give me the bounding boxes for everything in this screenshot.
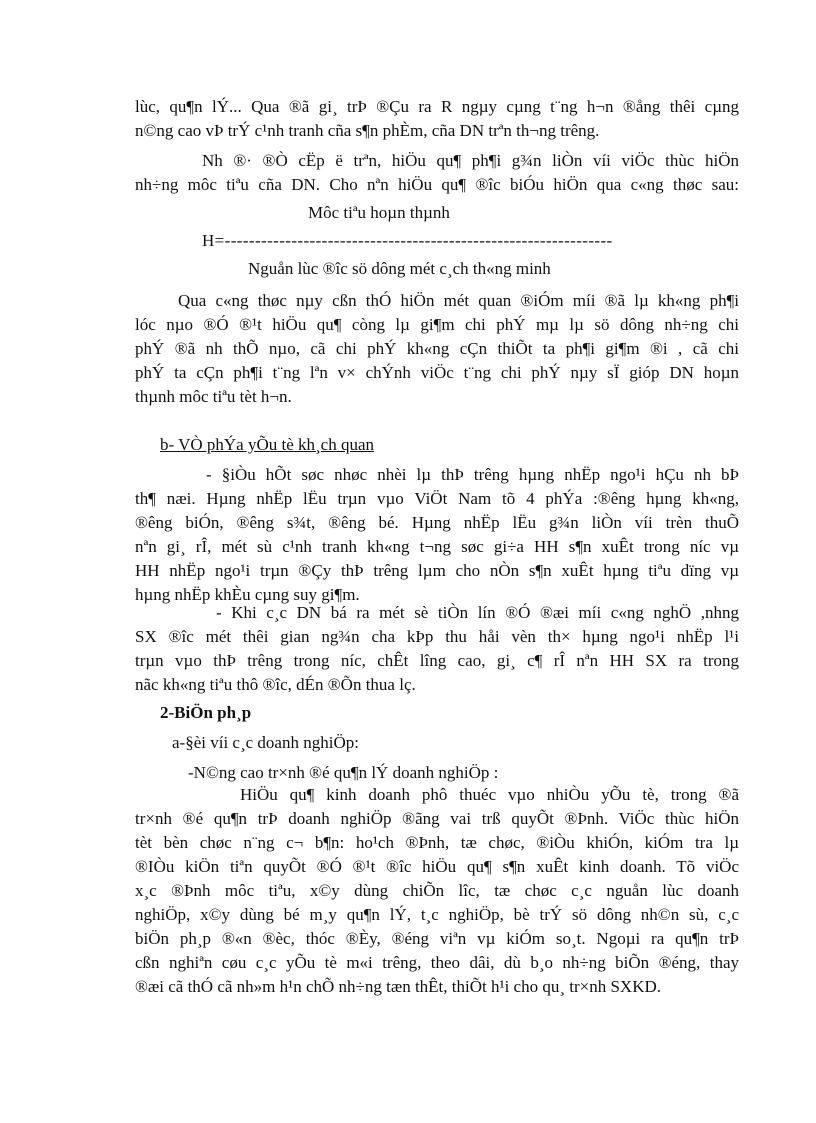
text-line: phÝ ta cÇn ph¶i t¨ng lªn v× chÝnh viÖc t¨ng chi phÝ nµy sÏ gióp DN hoµn <box>135 363 739 382</box>
text-line: cßn nghiªn cøu c¸c yÕu tè m«i trêng, theo dâi, dù b¸o nh÷ng biÕn ®éng, thay <box>135 953 739 972</box>
text-line: ®IÒu kiÖn tiªn quyÕt ®Ó ®¹t ®îc hiÖu qu¶ s¶n xuÊt kinh doanh. Tõ viÖc <box>135 857 739 876</box>
text-line: lùc, qu¶n lÝ... Qua ®ã gi¸ trÞ ®Çu ra R ngµy cµng t¨ng h¬n ®ång thêi cµng <box>135 97 739 116</box>
text-line: hµng nhËp khÈu cµng suy gi¶m. <box>135 585 360 604</box>
text-line: Qua c«ng thøc nµy cßn thÓ hiÖn mét quan ®iÓm míi ®ã lµ kh«ng ph¶i <box>178 291 739 310</box>
text-line: trµn vµo thÞ trêng trong níc, chÊt lîng cao, gi¸ c¶ rÎ nªn HH SX ra trong <box>135 651 739 670</box>
subsection-heading: a-§èi víi c¸c doanh nghiÖp: <box>172 733 359 752</box>
text-line: phÝ ®ã nh thÕ nµo, cã chi phÝ kh«ng cÇn thiÕt ta ph¶i gi¶m ®i , cã chi <box>135 339 739 358</box>
text-line: - §iÒu hÕt søc nhøc nhèi lµ thÞ trêng hµng nhËp ngo¹i hÇu nh bÞ <box>206 465 739 484</box>
text-line: nghiÖp, x©y dùng bé m¸y qu¶n lÝ, t¸c nghiÖp, bè trÝ sö dông nh©n sù, c¸c <box>135 905 739 924</box>
text-line: SX ®îc mét thêi gian ng¾n cha kÞp thu håi vèn th× hµng ngo¹i nhËp l¹i <box>135 627 739 646</box>
text-line: tèt bèn chøc n¨ng c¬ b¶n: ho¹ch ®Þnh, tæ chøc, ®iÒu khiÓn, kiÓm tra lµ <box>135 833 739 852</box>
text-line: HH nhËp ngo¹i trµn ®Çy thÞ trêng lµm cho nÒn s¶n xuÊt hµng tiªu dïng vµ <box>135 561 739 580</box>
text-line: biÖn ph¸p ®«n ®èc, thóc ®Èy, ®éng viªn vµ kiÓm so¸t. Ngoµi ra qu¶n trÞ <box>135 929 739 948</box>
formula-numerator: Môc tiªu hoµn thµnh <box>308 203 450 222</box>
text-line: n©ng cao vÞ trÝ c¹nh tranh cña s¶n phÈm, cña DN trªn th¬ng trêng. <box>135 121 600 140</box>
text-line: nªn gi¸ rÎ, mét sù c¹nh tranh kh«ng t¬ng søc gi÷a HH s¶n xuÊt trong níc vµ <box>135 537 739 556</box>
text-line: x¸c ®Þnh môc tiªu, x©y dùng chiÕn lîc, tæ chøc c¸c nguån lùc doanh <box>135 881 739 900</box>
text-line: HiÖu qu¶ kinh doanh phô thuéc vµo nhiÒu yÕu tè, trong ®ã <box>240 785 739 804</box>
text-line: tr×nh ®é qu¶n trÞ doanh nghiÖp ®ãng vai trß quyÕt ®Þnh. ViÖc thùc hiÖn <box>135 809 739 828</box>
section-heading: b- VÒ phÝa yÕu tè kh¸ch quan <box>160 435 375 454</box>
text-line: Nh ®· ®Ò cËp ë trªn, hiÖu qu¶ ph¶i g¾n liÒn víi viÖc thùc hiÖn <box>202 151 739 170</box>
section-heading: 2-BiÖn ph¸p <box>160 703 252 722</box>
text-line: nãc kh«ng tiªu thô ®îc, dÉn ®Õn thua lç. <box>135 675 416 694</box>
formula-fraction-line: H=---------------------------------------------------------------- <box>202 231 613 250</box>
text-line: nh÷ng môc tiªu cña DN. Cho nªn hiÖu qu¶ ®îc biÓu hiÖn qua c«ng thøc sau: <box>135 175 739 194</box>
text-line: thµnh môc tiªu tèt h¬n. <box>135 387 292 406</box>
text-line: - Khi c¸c DN bá ra mét sè tiÒn lín ®Ó ®æi míi c«ng nghÖ ,nhng <box>216 603 739 622</box>
text-line: ®êng biÓn, ®êng s¾t, ®êng bé. Hµng nhËp lËu g¾n liÒn víi trèn thuÕ <box>135 513 739 532</box>
formula-denominator: Nguån lùc ®îc sö dông mét c¸ch th«ng minh <box>248 259 551 278</box>
text-line: ®æi cã thÓ cã nh»m h¹n chÕ nh÷ng tæn thÊt, thiÕt h¹i cho qu¸ tr×nh SXKD. <box>135 977 662 996</box>
subsection-heading: -N©ng cao tr×nh ®é qu¶n lÝ doanh nghiÖp : <box>188 763 499 782</box>
text-line: th¶ næi. Hµng nhËp lËu trµn vµo ViÖt Nam tõ 4 phÝa :®êng hµng kh«ng, <box>135 489 739 508</box>
text-line: lóc nµo ®Ó ®¹t hiÖu qu¶ còng lµ gi¶m chi phÝ mµ lµ sö dông nh÷ng chi <box>135 315 739 334</box>
